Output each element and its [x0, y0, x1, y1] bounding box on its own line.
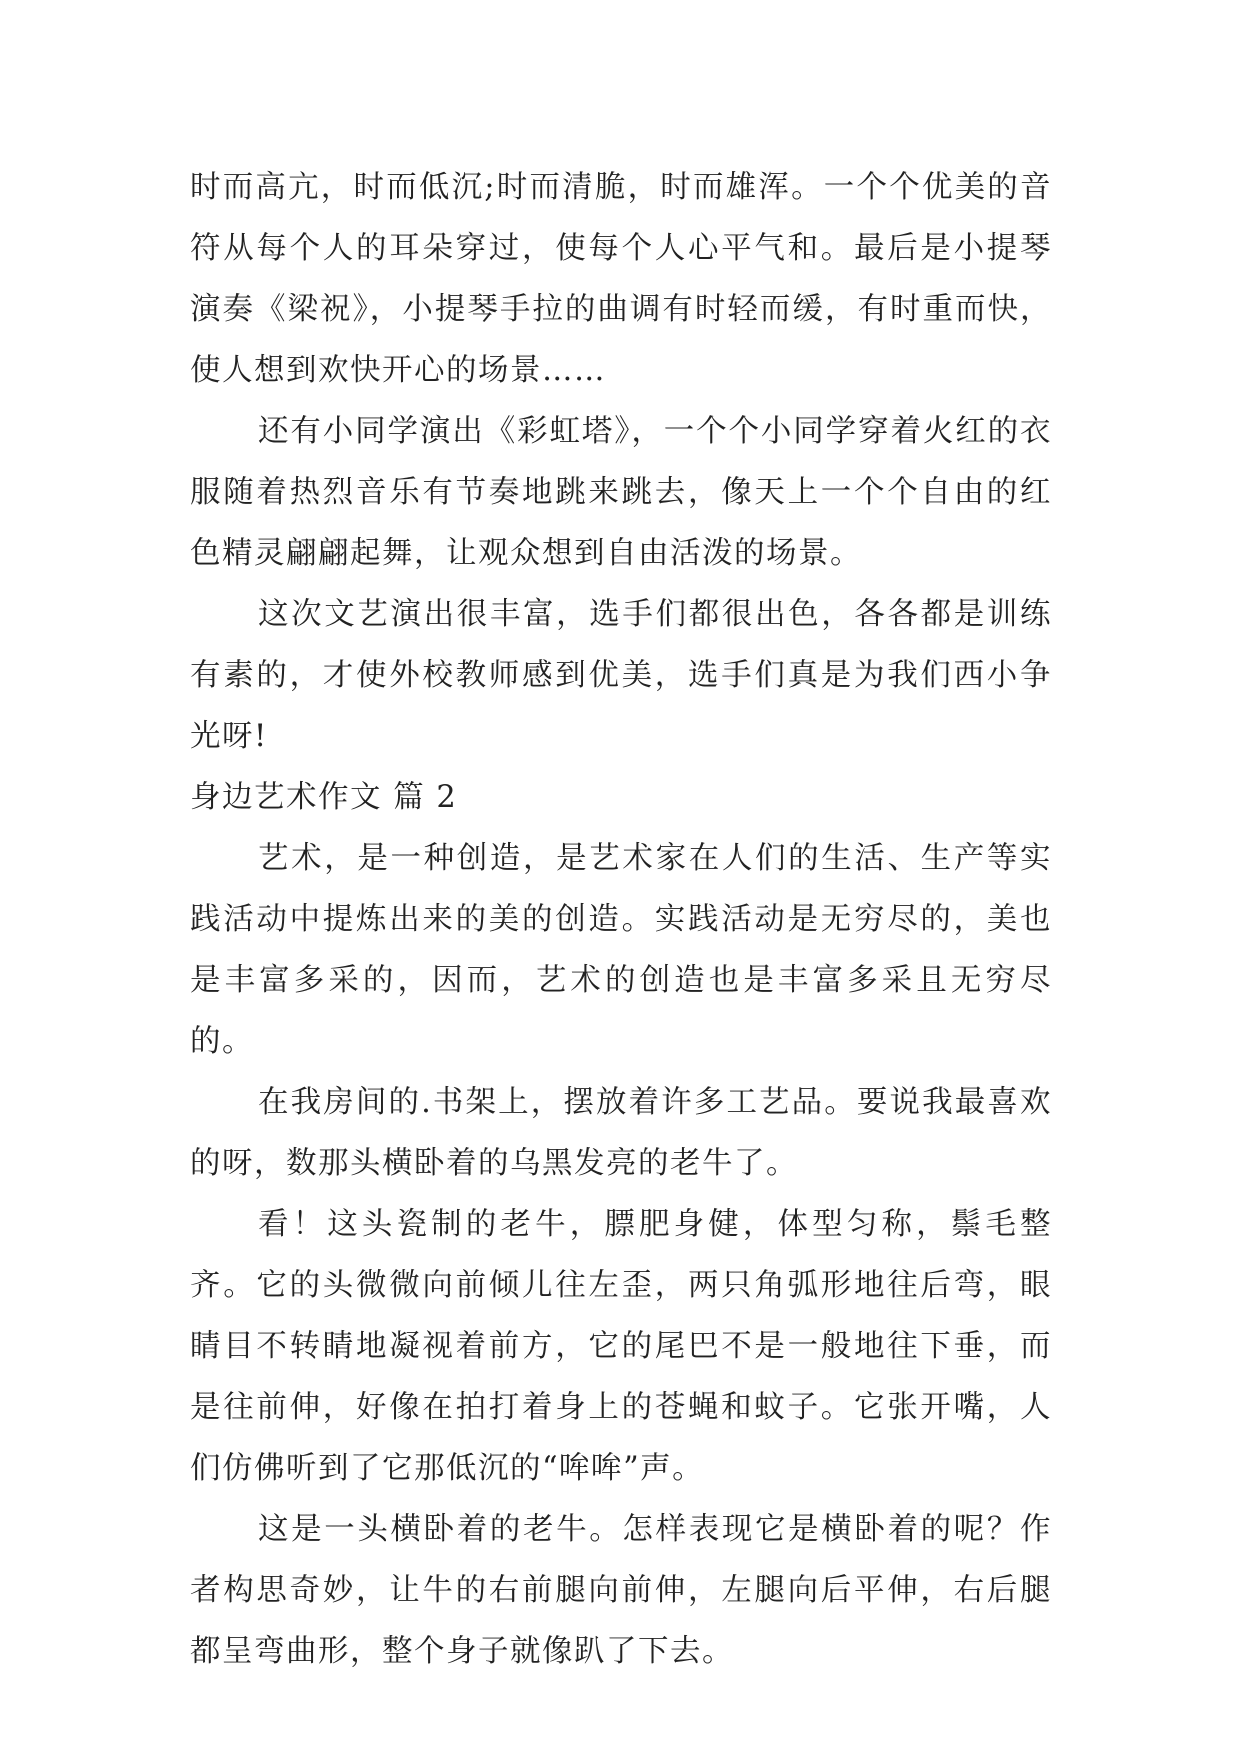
section-heading: 身边艺术作文 篇 2 [190, 780, 458, 815]
paragraph: 这次文艺演出很丰富，选手们都很出色，各各都是训练有素的，才使外校教师感到优美，选手们真是为我们西小争光呀! [190, 597, 1052, 754]
paragraph: 看！这头瓷制的老牛，膘肥身健，体型匀称，鬃毛整齐。它的头微微向前倾儿往左歪，两只角弧形地往后弯，眼睛目不转睛地凝视着前方，它的尾巴不是一般地往下垂，而是往前伸，好像在拍打着身上的苍蝇和蚊子。它张开嘴，人们仿佛听到了它那低沉的“哞哞”声。 [190, 1207, 1052, 1486]
paragraph: 还有小同学演出《彩虹塔》，一个个小同学穿着火红的衣服随着热烈音乐有节奏地跳来跳去，像天上一个个自由的红色精灵翩翩起舞，让观众想到自由活泼的场景。 [190, 414, 1052, 571]
paragraph: 艺术，是一种创造，是艺术家在人们的生活、生产等实践活动中提炼出来的美的创造。实践活动是无穷尽的，美也是丰富多采的，因而，艺术的创造也是丰富多采且无穷尽的。 [190, 841, 1052, 1059]
document-body [190, 157, 1052, 1682]
paragraph-continued: 时而高亢，时而低沉;时而清脆，时而雄浑。一个个优美的音符从每个人的耳朵穿过，使每个人心平气和。最后是小提琴演奏《梁祝》，小提琴手拉的曲调有时轻而缓，有时重而快，使人想到欢快开心的场景…… [190, 170, 1052, 388]
paragraph: 这是一头横卧着的老牛。怎样表现它是横卧着的呢？作者构思奇妙，让牛的右前腿向前伸，左腿向后平伸，右后腿都呈弯曲形，整个身子就像趴了下去。 [190, 1512, 1052, 1669]
paragraph: 在我房间的.书架上，摆放着许多工艺品。要说我最喜欢的呀，数那头横卧着的乌黑发亮的老牛了。 [190, 1085, 1052, 1181]
